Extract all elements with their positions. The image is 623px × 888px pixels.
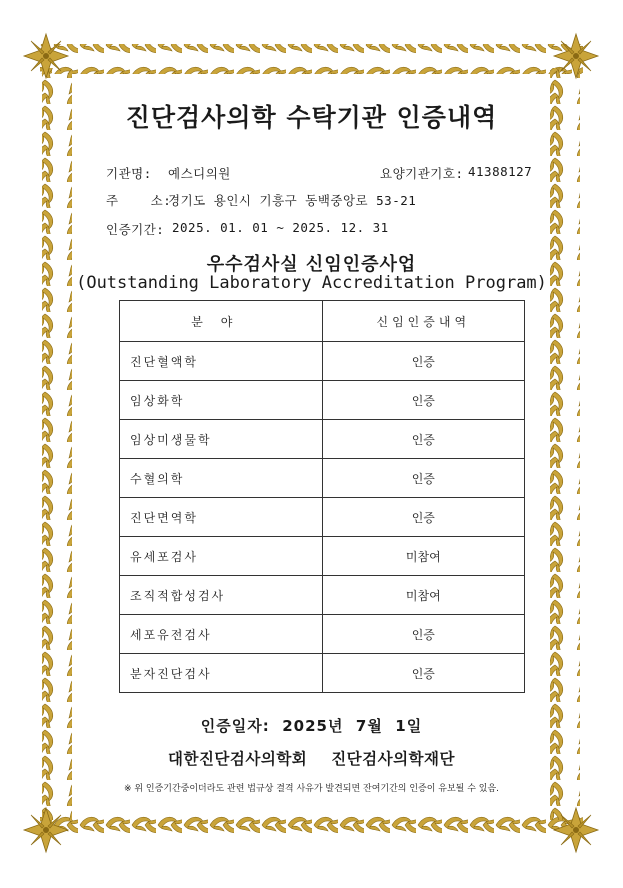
table-row (120, 342, 525, 381)
status-cell: 인증 (322, 381, 524, 420)
issuer-foundation: 진단검사의학재단 (331, 750, 455, 768)
table-row (120, 654, 525, 693)
field-name: 진단면역학 (130, 510, 198, 525)
institution-name: 예스디의원 (168, 166, 231, 181)
field-name: 임상화학 (130, 393, 185, 408)
header-status: 신임인증내역 (322, 301, 524, 342)
period-value: 2025. 01. 01 ~ 2025. 12. 31 (172, 220, 389, 235)
field-name: 진단혈액학 (130, 354, 198, 369)
status-cell: 인증 (322, 498, 524, 537)
accreditation-date: 인증일자: 2025년 7월 1일 (200, 717, 423, 735)
table-row (120, 420, 525, 459)
address-label: 주 소: (106, 193, 172, 208)
disclaimer-note: ※ 위 인증기간중이더라도 관련 법규상 결격 사유가 발견되면 잔여기간의 인증이 유보될 수 있음. (123, 784, 500, 794)
status-cell: 인증 (322, 342, 524, 381)
table-row (120, 576, 525, 615)
table-row (120, 381, 525, 420)
institution-label: 기관명: (106, 166, 152, 181)
header-field: 분야 (120, 301, 323, 342)
status-cell: 인증 (322, 615, 524, 654)
table-row (120, 459, 525, 498)
field-name: 임상미생물학 (130, 432, 212, 447)
status-cell: 미참여 (322, 576, 524, 615)
table-row (120, 615, 525, 654)
field-name: 조직적합성검사 (130, 588, 226, 603)
period-label: 인증기간: (106, 222, 165, 237)
issuer-society: 대한진단검사의학회 (168, 750, 308, 768)
code-label: 요양기관기호: (380, 166, 464, 181)
table-row (120, 537, 525, 576)
accreditation-table (119, 300, 525, 693)
status-cell: 인증 (322, 654, 524, 693)
document-title: 진단검사의학 수탁기관 인증내역 (125, 103, 498, 132)
code-value: 41388127 (468, 164, 533, 179)
field-name: 수혈의학 (130, 471, 185, 486)
issuers (0, 747, 623, 769)
program-title-english: (Outstanding Laboratory Accreditation Program) (76, 273, 547, 293)
address-value: 경기도 용인시 기흥구 동백중앙로 53-21 (168, 193, 417, 208)
status-cell: 인증 (322, 459, 524, 498)
program-title-korean: 우수검사실 신임인증사업 (206, 254, 417, 275)
status-cell: 미참여 (322, 537, 524, 576)
field-name: 유세포검사 (130, 549, 198, 564)
table-row (120, 498, 525, 537)
status-cell: 인증 (322, 420, 524, 459)
field-name: 분자진단검사 (130, 666, 212, 681)
field-name: 세포유전검사 (130, 627, 212, 642)
table-header-row (120, 301, 525, 342)
